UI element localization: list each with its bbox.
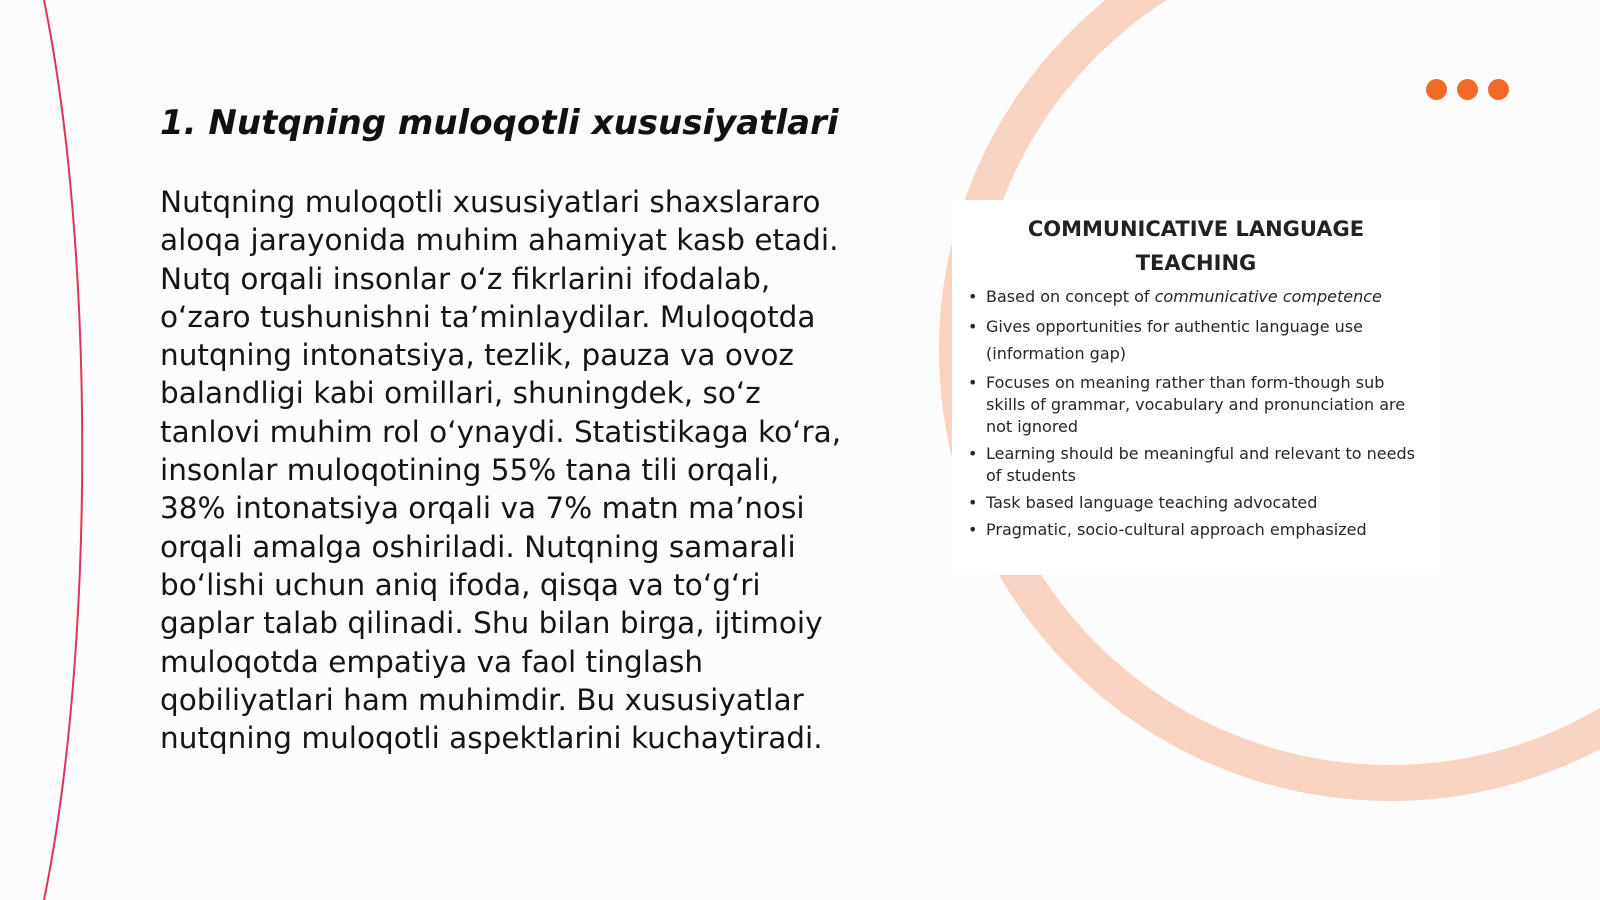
clt-bullet-item: • Focuses on meaning rather than form-though sub skills of grammar, vocabulary and pronunciation are not ignored [968,372,1428,438]
clt-bullet-item: • Learning should be meaningful and relevant to needs of students [968,443,1428,487]
clt-bullet-item: • Task based language teaching advocated [968,492,1428,514]
clt-bullet-prefix: Based on concept of [986,287,1155,306]
clt-bullet-list [968,286,1428,546]
slide-body-text: Nutqning muloqotli xususiyatlari shaxslararo aloqa jarayonida muhim ahamiyat kasb etadi. Nutq orqali insonlar o‘z fikrlarini ifodalab, o‘zaro tushunishni ta’minlaydilar. Muloqotda nutqning intonatsiya, tezlik, pauza va ovoz balandligi kabi omillari, shuningdek, so‘z tanlovi muhim rol o‘ynaydi. Statistikaga ko‘ra, insonlar muloqotining 55% tana tili orqali, 38% intonatsiya orqali va 7% matn ma’nosi orqali amalga oshiriladi. Nutqning samarali bo‘lishi uchun aniq ifoda, qisqa va to‘g‘ri gaplar talab qilinadi. Shu bilan birga, ijtimoiy muloqotda empatiya va faol tinglash qobiliyatlari ham muhimdir. Bu xususiyatlar nutqning muloqotli aspektlarini kuchaytiradi. [160,185,842,756]
dot-icon [1488,79,1509,100]
clt-bullet-item: • Pragmatic, socio-cultural approach emphasized [968,519,1428,541]
clt-image [952,200,1440,575]
dot-icon [1426,79,1447,100]
clt-bullet-item: • Gives opportunities for authentic language use (information gap) [968,313,1428,367]
clt-title-line-1: COMMUNICATIVE LANGUAGE [1027,217,1365,241]
clt-image-title [952,212,1440,280]
clt-bullet-item [968,286,1428,308]
slide-title: 1. Nutqning muloqotli xususiyatlari [160,103,839,143]
clt-title-line-2: TEACHING [1135,251,1257,275]
dot-icon [1457,79,1478,100]
accent-dots-icon [1426,79,1509,100]
left-curve-line [44,0,82,900]
clt-bullet-emphasis: communicative competence [1154,287,1382,306]
